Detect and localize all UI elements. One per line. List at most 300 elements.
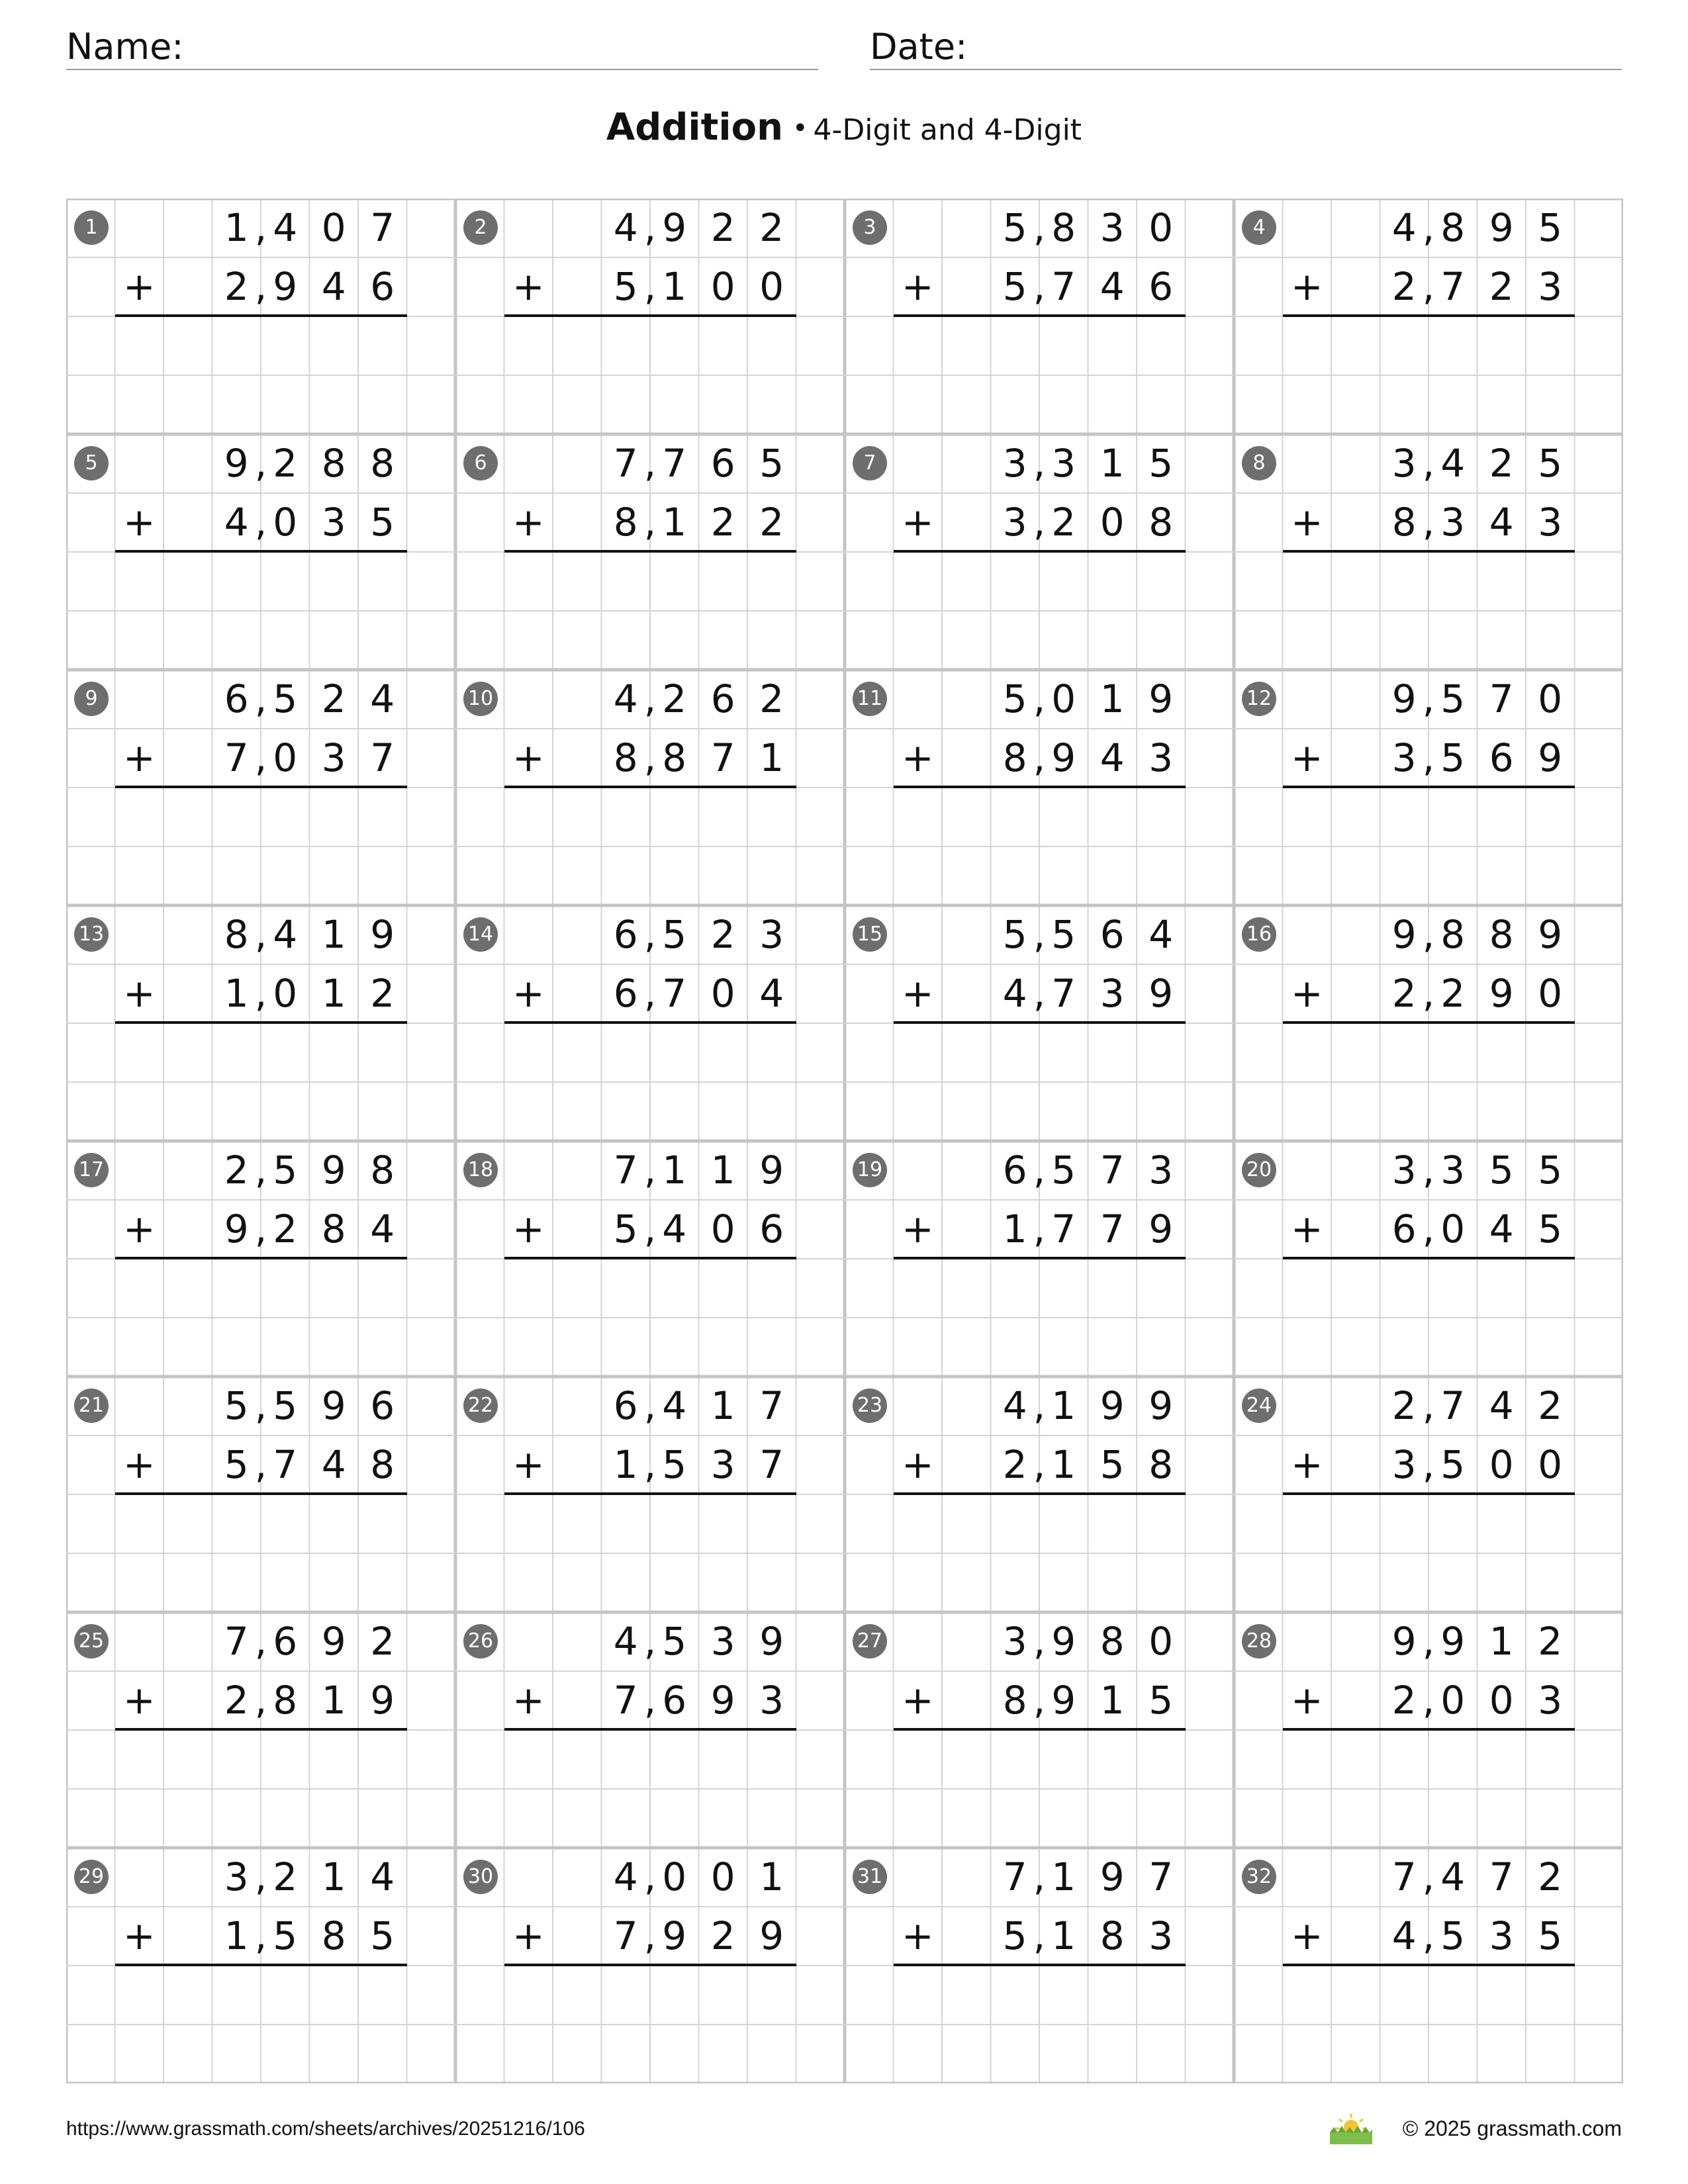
addend-bottom-digit: 4	[1002, 971, 1027, 1016]
problem-number-badge: 16	[1242, 917, 1276, 952]
addend-top-digit: 1	[1100, 441, 1125, 486]
addend-top-digit: 3	[710, 1619, 735, 1664]
addend-top-digit: 2	[321, 676, 346, 721]
addend-top-digit: 9	[1149, 676, 1174, 721]
addend-bottom-comma: ,	[643, 735, 657, 780]
addend-top-digit: 1	[759, 1854, 784, 1899]
problem-27	[845, 1612, 1234, 1848]
sum-line	[1283, 550, 1575, 553]
addend-top-digit: 4	[1391, 205, 1417, 250]
sum-line	[115, 550, 407, 553]
addend-bottom-digit: 6	[613, 971, 638, 1016]
addend-bottom-digit: 3	[1391, 1442, 1417, 1487]
problem-4	[1234, 199, 1623, 434]
addend-top-digit: 5	[224, 1383, 249, 1428]
plus-sign: +	[1290, 971, 1323, 1016]
sum-line	[1283, 1728, 1575, 1731]
addend-top-digit: 4	[613, 676, 638, 721]
addend-bottom-digit: 8	[273, 1678, 298, 1723]
addend-bottom-digit: 8	[662, 735, 687, 780]
addend-top-digit: 5	[273, 1383, 298, 1428]
addend-top-comma: ,	[1033, 1148, 1046, 1193]
plus-sign: +	[1290, 735, 1323, 780]
addend-bottom-digit: 5	[662, 1442, 687, 1487]
grass-sun-logo-icon	[1327, 2113, 1375, 2146]
addend-bottom-digit: 3	[1391, 735, 1417, 780]
addend-top-digit: 5	[1051, 912, 1076, 957]
addend-top-digit: 4	[1440, 441, 1466, 486]
addend-bottom-comma: ,	[1033, 1442, 1046, 1487]
problem-29	[66, 1848, 455, 2083]
addend-bottom-digit: 4	[1489, 1206, 1514, 1251]
addend-bottom-digit: 7	[1440, 264, 1466, 309]
addend-bottom-comma: ,	[1033, 264, 1046, 309]
addend-bottom-digit: 3	[710, 1442, 735, 1487]
sum-line	[894, 786, 1186, 788]
addend-bottom-digit: 1	[224, 971, 249, 1016]
addend-bottom-digit: 5	[370, 500, 395, 545]
addend-bottom-comma: ,	[643, 1913, 657, 1958]
addend-bottom-digit: 1	[321, 971, 346, 1016]
addend-bottom-digit: 3	[1538, 264, 1563, 309]
addend-top-digit: 3	[1391, 1148, 1417, 1193]
addend-top-comma: ,	[1422, 1148, 1435, 1193]
plus-sign: +	[122, 735, 156, 780]
addend-bottom-digit: 2	[1489, 264, 1514, 309]
problem-26	[455, 1612, 845, 1848]
addend-bottom-digit: 5	[613, 1206, 638, 1251]
addend-bottom-digit: 6	[1391, 1206, 1417, 1251]
addend-bottom-comma: ,	[643, 1442, 657, 1487]
plus-sign: +	[122, 1678, 156, 1723]
addend-top-digit: 9	[224, 441, 249, 486]
addend-top-comma: ,	[1422, 676, 1435, 721]
subtitle-text: 4-Digit and 4-Digit	[813, 113, 1082, 147]
addend-bottom-comma: ,	[643, 971, 657, 1016]
sum-line	[115, 1492, 407, 1495]
addend-bottom-comma: ,	[254, 971, 267, 1016]
addend-bottom-digit: 4	[224, 500, 249, 545]
addend-bottom-digit: 7	[1100, 1206, 1125, 1251]
addend-bottom-digit: 1	[759, 735, 784, 780]
addend-bottom-digit: 5	[1100, 1442, 1125, 1487]
addend-top-digit: 2	[1538, 1383, 1563, 1428]
addend-bottom-digit: 9	[1051, 735, 1076, 780]
addend-bottom-digit: 6	[759, 1206, 784, 1251]
addend-bottom-comma: ,	[1033, 1678, 1046, 1723]
problem-number-badge: 10	[463, 682, 498, 716]
addend-top-digit: 7	[224, 1619, 249, 1664]
sum-line	[894, 1964, 1186, 1966]
addend-bottom-comma: ,	[254, 1678, 267, 1723]
problem-number-badge: 11	[853, 682, 887, 716]
addend-bottom-digit: 2	[1051, 500, 1076, 545]
addend-bottom-digit: 9	[1149, 1206, 1174, 1251]
addend-top-comma: ,	[1422, 1619, 1435, 1664]
plus-sign: +	[901, 1678, 934, 1723]
addend-bottom-digit: 8	[321, 1206, 346, 1251]
addend-bottom-digit: 8	[1002, 1678, 1027, 1723]
addend-bottom-digit: 7	[273, 1442, 298, 1487]
name-field[interactable]	[66, 20, 818, 70]
plus-sign: +	[901, 971, 934, 1016]
problem-number-badge: 28	[1242, 1624, 1276, 1659]
addend-top-digit: 8	[224, 912, 249, 957]
addend-top-comma: ,	[254, 676, 267, 721]
addend-top-digit: 9	[1051, 1619, 1076, 1664]
plus-sign: +	[512, 264, 545, 309]
addend-top-digit: 7	[1100, 1148, 1125, 1193]
problem-number-badge: 18	[463, 1153, 498, 1187]
plus-sign: +	[901, 1442, 934, 1487]
plus-sign: +	[901, 500, 934, 545]
addend-bottom-digit: 8	[321, 1913, 346, 1958]
addend-bottom-digit: 0	[1440, 1678, 1466, 1723]
addend-bottom-digit: 5	[1002, 264, 1027, 309]
addend-top-digit: 3	[1149, 1148, 1174, 1193]
addend-bottom-digit: 3	[1440, 500, 1466, 545]
addend-top-digit: 2	[273, 1854, 298, 1899]
addend-bottom-digit: 7	[1051, 1206, 1076, 1251]
addend-top-comma: ,	[1422, 1854, 1435, 1899]
name-label: Name:	[66, 26, 184, 68]
addend-bottom-comma: ,	[643, 500, 657, 545]
addend-bottom-digit: 1	[613, 1442, 638, 1487]
footer-url: https://www.grassmath.com/sheets/archives/20251216/106	[66, 2118, 585, 2140]
problem-number-badge: 9	[74, 682, 109, 716]
addend-bottom-digit: 4	[321, 264, 346, 309]
addend-top-comma: ,	[254, 1383, 267, 1428]
addend-top-digit: 8	[1440, 205, 1466, 250]
addend-top-digit: 7	[1002, 1854, 1027, 1899]
problem-14	[455, 905, 845, 1141]
addend-top-digit: 6	[613, 1383, 638, 1428]
addend-top-digit: 7	[1489, 676, 1514, 721]
date-field[interactable]	[870, 20, 1622, 70]
addend-top-digit: 1	[710, 1383, 735, 1428]
addend-top-digit: 2	[662, 676, 687, 721]
addend-bottom-digit: 9	[1149, 971, 1174, 1016]
problem-number-badge: 31	[853, 1860, 887, 1894]
plus-sign: +	[512, 971, 545, 1016]
addend-top-digit: 5	[1538, 441, 1563, 486]
addend-top-comma: ,	[254, 205, 267, 250]
addend-bottom-digit: 4	[1489, 500, 1514, 545]
problem-18	[455, 1141, 845, 1377]
addend-bottom-digit: 5	[1440, 1442, 1466, 1487]
addend-top-comma: ,	[1422, 205, 1435, 250]
problem-21	[66, 1377, 455, 1612]
title-separator: •	[792, 113, 808, 144]
sum-line	[504, 1257, 796, 1259]
addend-bottom-digit: 5	[1002, 1913, 1027, 1958]
addend-bottom-digit: 8	[613, 735, 638, 780]
addend-top-digit: 1	[321, 1854, 346, 1899]
addend-top-digit: 3	[1051, 441, 1076, 486]
addend-bottom-digit: 4	[1391, 1913, 1417, 1958]
sum-line	[115, 786, 407, 788]
addend-top-digit: 4	[1002, 1383, 1027, 1428]
addend-top-digit: 5	[1538, 1148, 1563, 1193]
addend-bottom-digit: 3	[321, 735, 346, 780]
addend-top-comma: ,	[643, 912, 657, 957]
addend-bottom-digit: 1	[662, 500, 687, 545]
sum-line	[1283, 786, 1575, 788]
addend-bottom-digit: 0	[273, 500, 298, 545]
addend-bottom-digit: 0	[1538, 971, 1563, 1016]
addend-top-digit: 4	[273, 912, 298, 957]
addend-top-digit: 8	[1489, 912, 1514, 957]
sum-line	[115, 314, 407, 317]
sum-line	[1283, 1964, 1575, 1966]
addend-bottom-digit: 9	[710, 1678, 735, 1723]
sum-line	[894, 550, 1186, 553]
sum-line	[1283, 1021, 1575, 1024]
addend-bottom-digit: 6	[1489, 735, 1514, 780]
title-text: Addition	[606, 106, 783, 149]
addend-top-digit: 2	[370, 1619, 395, 1664]
addend-top-digit: 2	[710, 912, 735, 957]
problem-3	[845, 199, 1234, 434]
problem-number-badge: 7	[853, 446, 887, 480]
addend-bottom-digit: 4	[1100, 264, 1125, 309]
addend-top-digit: 0	[1149, 1619, 1174, 1664]
addend-bottom-comma: ,	[1422, 264, 1435, 309]
addend-bottom-digit: 5	[1440, 1913, 1466, 1958]
addend-bottom-digit: 7	[224, 735, 249, 780]
addend-bottom-comma: ,	[254, 1913, 267, 1958]
problem-31	[845, 1848, 1234, 2083]
addend-bottom-digit: 5	[370, 1913, 395, 1958]
footer-copyright: © 2025 grassmath.com	[1402, 2116, 1622, 2140]
addend-bottom-digit: 0	[1538, 1442, 1563, 1487]
problem-20	[1234, 1141, 1623, 1377]
addend-top-comma: ,	[1422, 441, 1435, 486]
addend-bottom-digit: 2	[1391, 1678, 1417, 1723]
plus-sign: +	[1290, 1678, 1323, 1723]
addend-bottom-digit: 0	[710, 264, 735, 309]
plus-sign: +	[901, 735, 934, 780]
problem-number-badge: 32	[1242, 1860, 1276, 1894]
addend-bottom-digit: 2	[759, 500, 784, 545]
plus-sign: +	[512, 1913, 545, 1958]
addend-top-comma: ,	[1033, 205, 1046, 250]
addend-bottom-digit: 8	[1100, 1913, 1125, 1958]
problem-number-badge: 15	[853, 917, 887, 952]
addend-top-comma: ,	[643, 205, 657, 250]
addend-top-digit: 6	[710, 676, 735, 721]
addend-bottom-digit: 0	[710, 971, 735, 1016]
addend-bottom-digit: 7	[759, 1442, 784, 1487]
addend-top-digit: 8	[370, 441, 395, 486]
addend-top-comma: ,	[1033, 912, 1046, 957]
problem-number-badge: 29	[74, 1860, 109, 1894]
addend-bottom-digit: 1	[1051, 1442, 1076, 1487]
problem-32	[1234, 1848, 1623, 2083]
addend-top-comma: ,	[1422, 912, 1435, 957]
problem-number-badge: 17	[74, 1153, 109, 1187]
addend-top-digit: 5	[662, 1619, 687, 1664]
plus-sign: +	[122, 1206, 156, 1251]
addend-bottom-digit: 3	[321, 500, 346, 545]
addend-top-digit: 3	[1100, 205, 1125, 250]
addend-top-digit: 3	[1002, 441, 1027, 486]
addend-top-digit: 7	[1489, 1854, 1514, 1899]
plus-sign: +	[122, 264, 156, 309]
plus-sign: +	[512, 1206, 545, 1251]
plus-sign: +	[122, 1442, 156, 1487]
addend-bottom-digit: 9	[224, 1206, 249, 1251]
addend-bottom-digit: 4	[370, 1206, 395, 1251]
addend-bottom-digit: 4	[321, 1442, 346, 1487]
addend-bottom-digit: 1	[1051, 1913, 1076, 1958]
sum-line	[504, 550, 796, 553]
sum-line	[504, 1964, 796, 1966]
addend-bottom-comma: ,	[643, 1678, 657, 1723]
problem-number-badge: 3	[853, 210, 887, 245]
addend-top-digit: 3	[1440, 1148, 1466, 1193]
addend-bottom-digit: 2	[1391, 971, 1417, 1016]
addend-top-comma: ,	[254, 1148, 267, 1193]
addend-top-digit: 9	[1538, 912, 1563, 957]
addend-top-digit: 7	[759, 1383, 784, 1428]
addend-top-digit: 1	[321, 912, 346, 957]
addend-top-digit: 4	[613, 1619, 638, 1664]
plus-sign: +	[1290, 1913, 1323, 1958]
addend-top-comma: ,	[1033, 441, 1046, 486]
addend-top-comma: ,	[254, 1619, 267, 1664]
addend-bottom-digit: 3	[1489, 1913, 1514, 1958]
addend-top-digit: 9	[1391, 676, 1417, 721]
addend-top-comma: ,	[254, 441, 267, 486]
addend-bottom-digit: 0	[759, 264, 784, 309]
addend-bottom-digit: 6	[662, 1678, 687, 1723]
addend-bottom-digit: 4	[1100, 735, 1125, 780]
addend-top-digit: 9	[759, 1619, 784, 1664]
addend-top-digit: 7	[1149, 1854, 1174, 1899]
addend-bottom-digit: 1	[662, 264, 687, 309]
addend-bottom-digit: 8	[1149, 500, 1174, 545]
addend-bottom-digit: 2	[710, 500, 735, 545]
addend-top-digit: 8	[321, 441, 346, 486]
addend-bottom-comma: ,	[254, 735, 267, 780]
addend-bottom-digit: 8	[1391, 500, 1417, 545]
problem-25	[66, 1612, 455, 1848]
addend-bottom-digit: 2	[370, 971, 395, 1016]
addend-bottom-comma: ,	[1033, 1206, 1046, 1251]
addend-top-digit: 0	[662, 1854, 687, 1899]
problem-6	[455, 434, 845, 670]
problem-8	[1234, 434, 1623, 670]
addend-bottom-digit: 7	[710, 735, 735, 780]
addend-bottom-digit: 6	[1149, 264, 1174, 309]
plus-sign: +	[1290, 1206, 1323, 1251]
addend-bottom-digit: 1	[321, 1678, 346, 1723]
addend-bottom-comma: ,	[1033, 971, 1046, 1016]
addend-bottom-comma: ,	[254, 1206, 267, 1251]
addend-bottom-digit: 8	[1002, 735, 1027, 780]
addend-top-comma: ,	[643, 1854, 657, 1899]
addend-top-comma: ,	[643, 1148, 657, 1193]
addend-bottom-comma: ,	[1422, 1913, 1435, 1958]
addend-top-digit: 9	[1489, 205, 1514, 250]
problem-24	[1234, 1377, 1623, 1612]
addend-bottom-digit: 5	[1538, 1913, 1563, 1958]
problem-11	[845, 670, 1234, 905]
addend-top-digit: 1	[1100, 676, 1125, 721]
addend-bottom-digit: 0	[1440, 1206, 1466, 1251]
addend-bottom-comma: ,	[1422, 735, 1435, 780]
addend-top-digit: 0	[1149, 205, 1174, 250]
sum-line	[1283, 314, 1575, 317]
addend-top-digit: 7	[1440, 1383, 1466, 1428]
addend-bottom-digit: 2	[1002, 1442, 1027, 1487]
problem-16	[1234, 905, 1623, 1141]
addend-bottom-digit: 5	[224, 1442, 249, 1487]
addend-top-digit: 2	[1538, 1619, 1563, 1664]
addend-top-digit: 1	[710, 1148, 735, 1193]
addend-bottom-digit: 7	[613, 1678, 638, 1723]
addend-bottom-digit: 2	[710, 1913, 735, 1958]
addend-top-digit: 4	[613, 1854, 638, 1899]
problem-number-badge: 27	[853, 1624, 887, 1659]
addend-bottom-digit: 7	[370, 735, 395, 780]
addend-bottom-comma: ,	[1422, 1442, 1435, 1487]
addend-bottom-digit: 0	[1100, 500, 1125, 545]
addend-top-digit: 2	[759, 205, 784, 250]
problem-13	[66, 905, 455, 1141]
sum-line	[115, 1964, 407, 1966]
addend-top-digit: 8	[370, 1148, 395, 1193]
problem-28	[1234, 1612, 1623, 1848]
addend-bottom-comma: ,	[1422, 1678, 1435, 1723]
problem-number-badge: 6	[463, 446, 498, 480]
addend-top-digit: 9	[1440, 1619, 1466, 1664]
sum-line	[504, 1021, 796, 1024]
addend-top-comma: ,	[1033, 676, 1046, 721]
addend-top-comma: ,	[1033, 1619, 1046, 1664]
addend-top-digit: 5	[1440, 676, 1466, 721]
addend-top-digit: 9	[321, 1148, 346, 1193]
plus-sign: +	[512, 1678, 545, 1723]
sum-line	[894, 1257, 1186, 1259]
problem-30	[455, 1848, 845, 2083]
worksheet-title	[0, 106, 1688, 149]
sum-line	[504, 1492, 796, 1495]
addend-top-digit: 6	[710, 441, 735, 486]
problem-number-badge: 30	[463, 1860, 498, 1894]
addend-top-digit: 5	[1538, 205, 1563, 250]
addend-bottom-comma: ,	[254, 264, 267, 309]
addend-top-digit: 9	[759, 1148, 784, 1193]
addend-top-digit: 6	[613, 912, 638, 957]
addend-top-digit: 5	[1002, 676, 1027, 721]
addend-bottom-digit: 2	[273, 1206, 298, 1251]
addend-bottom-digit: 9	[759, 1913, 784, 1958]
addend-bottom-digit: 1	[1100, 1678, 1125, 1723]
addend-bottom-digit: 3	[1149, 1913, 1174, 1958]
addend-top-digit: 9	[1100, 1383, 1125, 1428]
problem-number-badge: 2	[463, 210, 498, 245]
plus-sign: +	[512, 1442, 545, 1487]
addend-bottom-digit: 3	[1149, 735, 1174, 780]
addend-top-digit: 9	[1100, 1854, 1125, 1899]
problem-17	[66, 1141, 455, 1377]
addend-top-digit: 1	[1051, 1383, 1076, 1428]
problem-number-badge: 25	[74, 1624, 109, 1659]
addend-top-digit: 9	[321, 1383, 346, 1428]
addend-top-digit: 5	[1002, 912, 1027, 957]
